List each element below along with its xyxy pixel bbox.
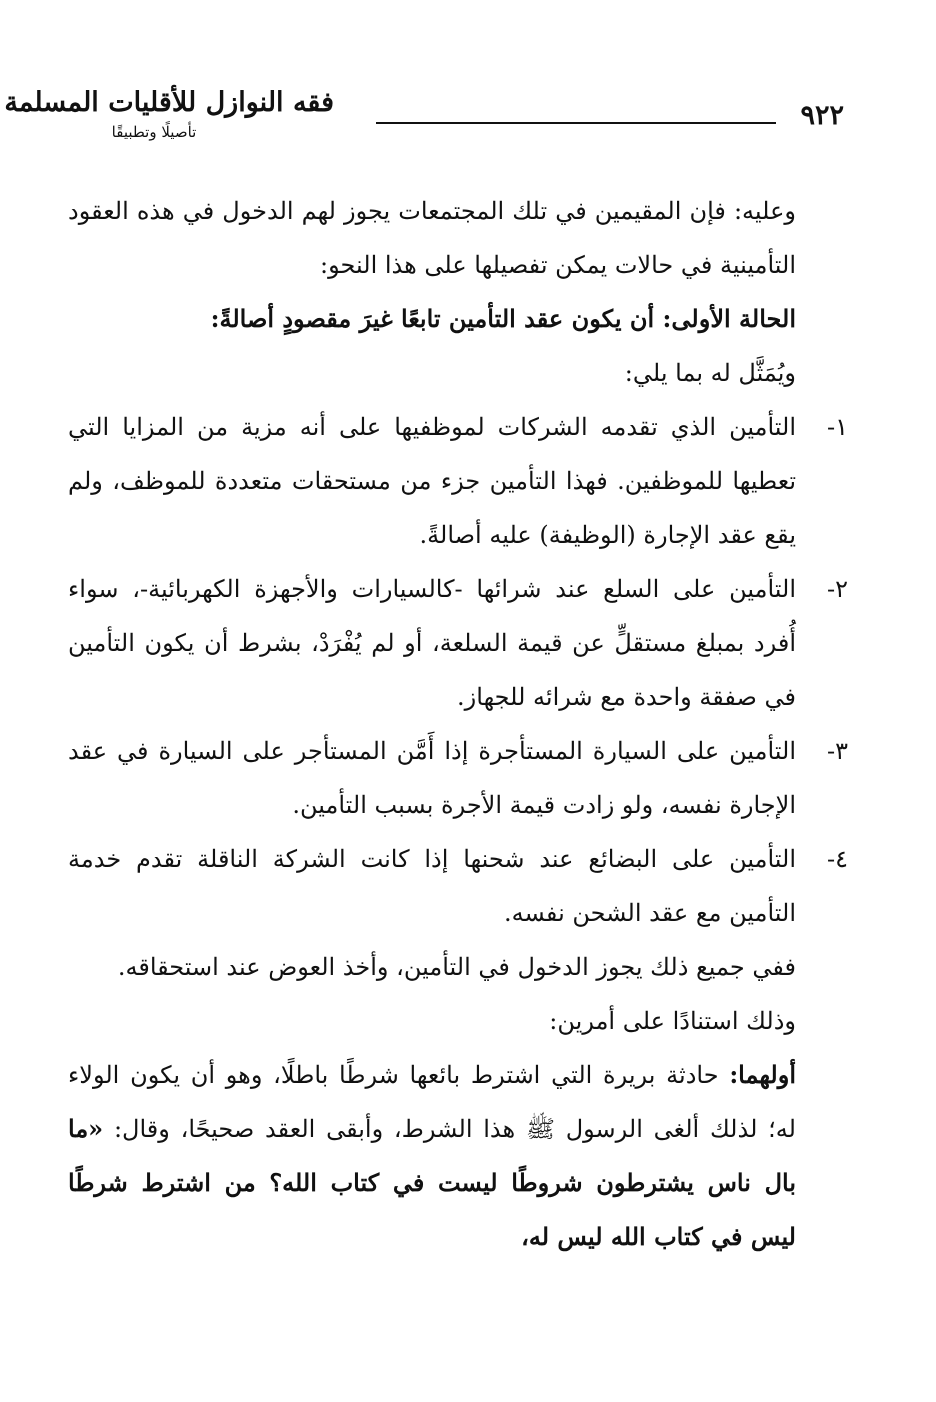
page-body xyxy=(68,184,848,1264)
list-item xyxy=(68,562,848,724)
first-evidence-label: أولهما: xyxy=(729,1060,796,1089)
list-item xyxy=(68,832,848,940)
list-item-text: التأمين على السيارة المستأجرة إذا أَمَّن المستأجر على السيارة في عقد الإجارة نفسه، ولو زادت قيمة الأجرة بسبب التأمين. xyxy=(68,737,797,819)
examples-intro: ويُمَثَّل له بما يلي: xyxy=(624,359,796,387)
list-item xyxy=(68,724,848,832)
first-evidence-text: حادثة بريرة التي اشترط بائعها شرطًا باطلًا، وهو أن يكون الولاء له؛ لذلك ألغى الرسول ﷺ هذا الشرط، وأبقى العقد صحيحًا، وقال: xyxy=(68,1061,796,1143)
page-number: ٩٢٢ xyxy=(800,100,844,131)
hadith-quote: «ما بال ناس يشترطون شروطًا ليست في كتاب الله؟ من اشترط شرطًا ليس في كتاب الله ليس له، xyxy=(68,1114,796,1251)
intro-paragraph: وعليه: فإن المقيمين في تلك المجتمعات يجوز لهم الدخول في هذه العقود التأمينية في حالات يمكن تفصيلها على هذا النحو: xyxy=(68,197,796,279)
book-subtitle: تأصيلًا وتطبيقًا xyxy=(111,123,197,141)
list-item-number: ٣- xyxy=(827,737,848,765)
list-item-number: ٢- xyxy=(827,575,848,603)
running-header xyxy=(4,84,844,162)
list-item-number: ٤- xyxy=(827,845,848,873)
list-item-text: التأمين على البضائع عند شحنها إذا كانت الشركة الناقلة تقدم خدمة التأمين مع عقد الشحن نفسه. xyxy=(68,845,796,927)
first-evidence-paragraph xyxy=(68,1048,848,1264)
basis-intro: وذلك استنادًا على أمرين: xyxy=(549,1007,796,1035)
conclusion-paragraph: ففي جميع ذلك يجوز الدخول في التأمين، وأخذ العوض عند استحقاقه. xyxy=(117,953,796,981)
header-rule xyxy=(376,122,776,124)
book-title: فقه النوازل للأقليات المسلمة xyxy=(4,87,334,118)
case-heading: الحالة الأولى: أن يكون عقد التأمين تابعًا غيرَ مقصودٍ أصالةً: xyxy=(210,304,796,333)
list-item-number: ١- xyxy=(827,413,848,441)
list-item-text: التأمين الذي تقدمه الشركات لموظفيها على أنه مزية من المزايا التي تعطيها للموظفين. فهذا التأمين جزء من مستحقات متعددة للموظف، ولم يقع عقد الإجارة (الوظيفة) عليه أصالةً. xyxy=(68,413,796,549)
list-item xyxy=(68,400,848,562)
list-item-text: التأمين على السلع عند شرائها -كالسيارات والأجهزة الكهربائية-، سواء أُفرد بمبلغ مستقلٍّ عن قيمة السلعة، أو لم يُفْرَدْ، بشرط أن يكون التأمين في صفقة واحدة مع شرائه للجهاز. xyxy=(68,575,796,711)
book-title-logo xyxy=(4,84,334,162)
